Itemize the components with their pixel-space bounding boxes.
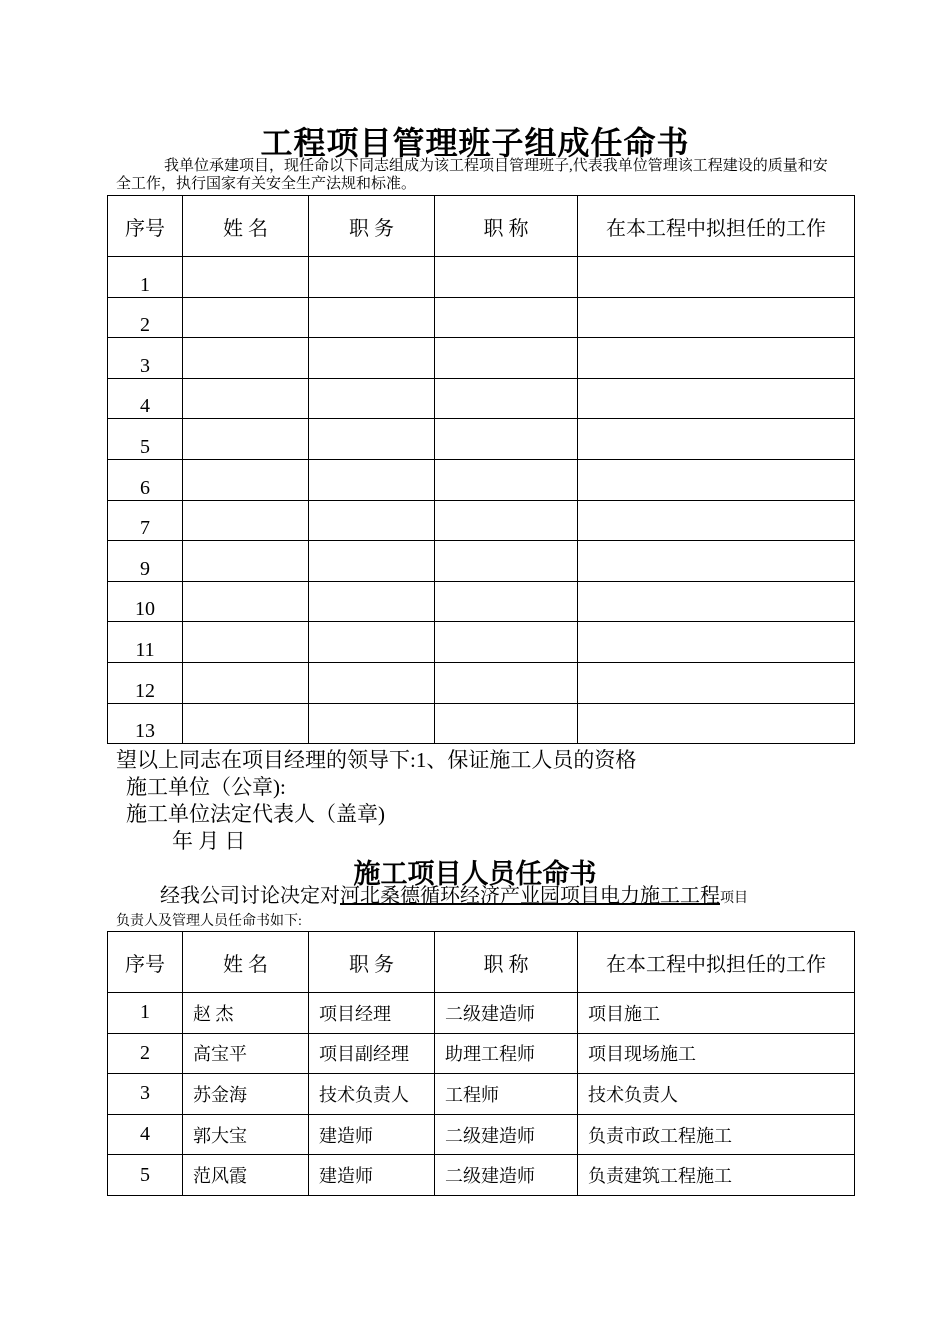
col-header-position: 职 务 [309, 196, 435, 257]
empty-cell [183, 378, 309, 419]
empty-cell [578, 581, 855, 622]
cell-work: 技术负责人 [578, 1074, 855, 1115]
row-number: 1 [108, 257, 183, 298]
row-number: 7 [108, 500, 183, 541]
date-line: 年 月 日 [172, 829, 246, 853]
empty-cell [435, 541, 578, 582]
cell-name: 高宝平 [183, 1033, 309, 1074]
empty-cell [435, 703, 578, 744]
table-row [108, 1114, 855, 1155]
cell-title: 助理工程师 [435, 1033, 578, 1074]
row-number: 4 [108, 378, 183, 419]
row-number: 13 [108, 703, 183, 744]
empty-cell [309, 378, 435, 419]
empty-cell [435, 419, 578, 460]
table-row [108, 1074, 855, 1115]
empty-cell [435, 257, 578, 298]
table-row [108, 1155, 855, 1196]
empty-cell [309, 257, 435, 298]
empty-cell [578, 257, 855, 298]
empty-cell [309, 703, 435, 744]
doc2-intro [116, 886, 838, 932]
cell-work: 项目现场施工 [578, 1033, 855, 1074]
legal-rep-line: 施工单位法定代表人（盖章) [126, 802, 385, 826]
doc1-note: 望以上同志在项目经理的领导下:1、保证施工人员的资格 [116, 748, 637, 772]
empty-cell [578, 378, 855, 419]
doc2-header-row [108, 932, 855, 993]
cell-no: 5 [108, 1155, 183, 1196]
empty-cell [183, 338, 309, 379]
empty-cell [435, 338, 578, 379]
empty-cell [578, 541, 855, 582]
cell-position: 项目副经理 [309, 1033, 435, 1074]
empty-cell [309, 662, 435, 703]
cell-no: 3 [108, 1074, 183, 1115]
cell-title: 工程师 [435, 1074, 578, 1115]
cell-no: 1 [108, 993, 183, 1034]
table-row [108, 662, 855, 703]
empty-cell [578, 662, 855, 703]
doc2-table [107, 931, 855, 1196]
empty-cell [183, 257, 309, 298]
empty-cell [309, 419, 435, 460]
row-number: 12 [108, 662, 183, 703]
table-row [108, 622, 855, 663]
col-header-title: 职 称 [435, 932, 578, 993]
intro-prefix: 经我公司讨论决定对 [160, 885, 340, 907]
empty-cell [578, 419, 855, 460]
unit-seal-line: 施工单位（公章): [126, 775, 286, 799]
empty-cell [578, 338, 855, 379]
empty-cell [578, 459, 855, 500]
col-header-work: 在本工程中拟担任的工作 [578, 196, 855, 257]
empty-cell [183, 662, 309, 703]
cell-title: 二级建造师 [435, 993, 578, 1034]
table-row [108, 338, 855, 379]
row-number: 3 [108, 338, 183, 379]
empty-cell [578, 500, 855, 541]
empty-cell [183, 703, 309, 744]
doc2-title: 施工项目人员任命书 [353, 859, 597, 889]
table-row [108, 993, 855, 1034]
table-row [108, 500, 855, 541]
empty-cell [309, 622, 435, 663]
row-number: 6 [108, 459, 183, 500]
empty-cell [183, 419, 309, 460]
empty-cell [435, 500, 578, 541]
table-row [108, 297, 855, 338]
empty-cell [183, 581, 309, 622]
cell-position: 建造师 [309, 1155, 435, 1196]
cell-name: 范风霞 [183, 1155, 309, 1196]
empty-cell [435, 581, 578, 622]
empty-cell [309, 541, 435, 582]
table-row [108, 257, 855, 298]
cell-name: 苏金海 [183, 1074, 309, 1115]
empty-cell [435, 378, 578, 419]
empty-cell [578, 703, 855, 744]
table-row [108, 703, 855, 744]
cell-work: 负责建筑工程施工 [578, 1155, 855, 1196]
table-row [108, 459, 855, 500]
empty-cell [183, 297, 309, 338]
col-header-work: 在本工程中拟担任的工作 [578, 932, 855, 993]
table-row [108, 581, 855, 622]
col-header-name: 姓 名 [183, 196, 309, 257]
cell-no: 2 [108, 1033, 183, 1074]
row-number: 2 [108, 297, 183, 338]
project-name: 河北桑德循环经济产业园项目电力施工工程 [340, 885, 720, 907]
empty-cell [435, 662, 578, 703]
cell-title: 二级建造师 [435, 1114, 578, 1155]
cell-position: 项目经理 [309, 993, 435, 1034]
table-row [108, 378, 855, 419]
empty-cell [309, 338, 435, 379]
empty-cell [183, 459, 309, 500]
table-row [108, 1033, 855, 1074]
col-header-title: 职 称 [435, 196, 578, 257]
cell-name: 郭大宝 [183, 1114, 309, 1155]
cell-position: 建造师 [309, 1114, 435, 1155]
row-number: 5 [108, 419, 183, 460]
table-row [108, 419, 855, 460]
table-row [108, 541, 855, 582]
cell-name: 赵 杰 [183, 993, 309, 1034]
empty-cell [309, 581, 435, 622]
empty-cell [309, 500, 435, 541]
intro-suffix-1: 项目 [720, 891, 748, 906]
row-number: 9 [108, 541, 183, 582]
empty-cell [435, 459, 578, 500]
empty-cell [435, 622, 578, 663]
doc1-header-row [108, 196, 855, 257]
empty-cell [578, 297, 855, 338]
cell-title: 二级建造师 [435, 1155, 578, 1196]
empty-cell [183, 500, 309, 541]
cell-no: 4 [108, 1114, 183, 1155]
doc1-table [107, 195, 855, 744]
doc1-title: 工程项目管理班子组成任命书 [260, 125, 690, 161]
empty-cell [578, 622, 855, 663]
col-header-name: 姓 名 [183, 932, 309, 993]
col-header-no: 序号 [108, 932, 183, 993]
cell-position: 技术负责人 [309, 1074, 435, 1115]
intro-suffix-2: 负责人及管理人员任命书如下: [116, 914, 302, 929]
empty-cell [435, 297, 578, 338]
cell-work: 项目施工 [578, 993, 855, 1034]
empty-cell [183, 622, 309, 663]
row-number: 11 [108, 622, 183, 663]
cell-work: 负责市政工程施工 [578, 1114, 855, 1155]
row-number: 10 [108, 581, 183, 622]
doc1-intro: 我单位承建项目，现任命以下同志组成为该工程项目管理班子,代表我单位管理该工程建设的质量和安全工作，执行国家有关安全生产法规和标准。 [116, 158, 828, 192]
empty-cell [309, 297, 435, 338]
empty-cell [309, 459, 435, 500]
empty-cell [183, 541, 309, 582]
col-header-no: 序号 [108, 196, 183, 257]
col-header-position: 职 务 [309, 932, 435, 993]
